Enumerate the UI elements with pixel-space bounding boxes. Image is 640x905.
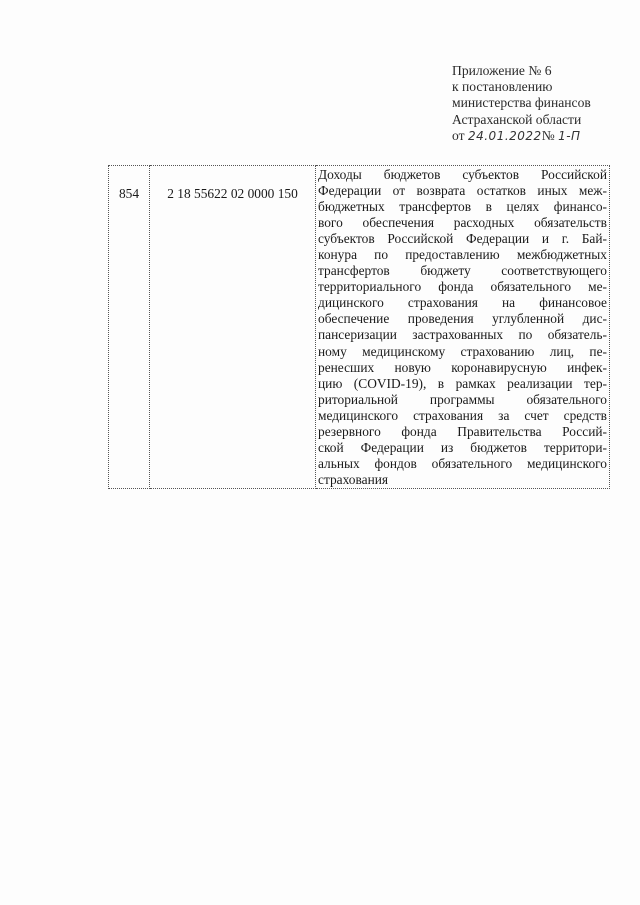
appendix-line-ministry: министерства финансов: [452, 95, 591, 111]
description-line: конура по предоставлению межбюджетных: [318, 247, 607, 263]
date-prefix: от: [452, 127, 465, 143]
description-line: субъектов Российской Федерации и г. Бай-: [318, 231, 607, 247]
description-line: трансфертов бюджету соответствующего: [318, 263, 607, 279]
description-line: обеспечение проведения углубленной дис-: [318, 311, 607, 327]
description-line: Федерации от возврата остатков иных меж-: [318, 183, 607, 199]
description-line: территориального фонда обязательного ме-: [318, 279, 607, 295]
description-line: резервного фонда Правительства Россий-: [318, 423, 607, 439]
description-line: медицинского страхования за счет средств: [318, 407, 607, 423]
table-row: [109, 166, 610, 489]
appendix-date-line: [452, 128, 627, 144]
description-line: дицинского страхования на финансовое: [318, 295, 607, 311]
description-line: бюджетных трансфертов в целях финансо-: [318, 199, 607, 215]
description-line: ской Федерации из бюджетов территори-: [318, 439, 607, 455]
description-cell: [316, 166, 610, 489]
description-line: ному медицинскому страхованию лиц, пе-: [318, 343, 607, 359]
kbk-code-cell: 2 18 55622 02 0000 150: [150, 166, 316, 489]
appendix-title: Приложение № 6: [452, 63, 552, 78]
description-line: ренесших новую коронавирусную инфек-: [318, 359, 607, 375]
description-line: страхования: [318, 471, 389, 487]
admin-code-cell: 854: [109, 166, 150, 489]
description-line: вого обеспечения расходных обязательств: [318, 215, 607, 231]
description-line: альных фондов обязательного медицинского: [318, 455, 607, 471]
handwritten-date: 24.01.2022: [467, 128, 542, 143]
handwritten-number: 1-П: [558, 128, 581, 143]
appendix-header: [452, 63, 627, 144]
description-line: риториальной программы обязательного: [318, 391, 607, 407]
appendix-line-resolution: к постановлению: [452, 79, 553, 95]
income-codes-table: [108, 165, 610, 489]
description-line: пансеризации застрахованных по обязатель-: [318, 327, 607, 343]
description-line: Доходы бюджетов субъектов Российской: [318, 167, 607, 182]
appendix-line-region: Астраханской области: [452, 111, 582, 127]
description-line: цию (COVID-19), в рамках реализации тер-: [318, 375, 607, 391]
number-sign: №: [541, 127, 555, 143]
